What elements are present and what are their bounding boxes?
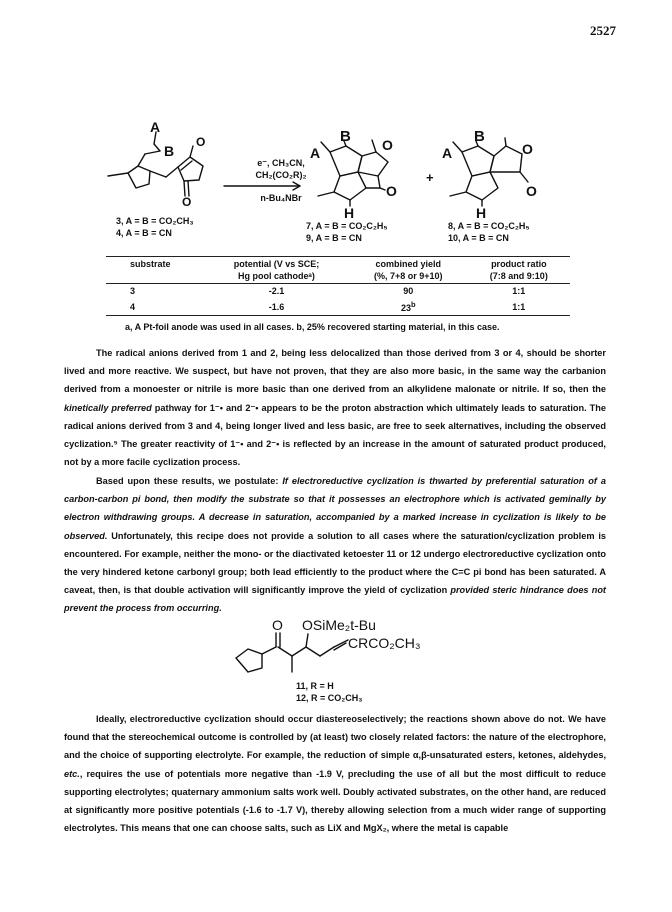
p1-ring-O: O (382, 137, 393, 153)
para2-text-b: Unfortunately, this recipe does not provide a solution to all cases where the saturation/cyclization problem is encountered. For example, neither the mono- or the diactivated ketoester 11 or 12 undergo electroreductive cyclization onto the very hindered ketone carbonyl group; both lead efficiently to the product where the C=C pi bond has been saturated. A caveat, then, is that double activation will significantly improve the yield of cyclization (64, 530, 606, 596)
sm-label-B: B (164, 143, 175, 159)
reagent-line-1: e⁻, CH₃CN, (257, 158, 305, 168)
table-footnote: a, A Pt-foil anode was used in all cases. b, 25% recovered starting material, in this case. (125, 322, 500, 332)
compound-O: O (272, 617, 283, 633)
para1-text-b: pathway for 1⁻• and 2⁻• appears to be the proton abstraction which ultimately leads to saturation. The radical anions derived from 3 and 4, being longer lived and less basic, are free to seek alternatives, including the observed cyclization.⁵ The greater reactivity of 1⁻• and 2⁻• is reflected by an increase in the amount of saturated product produced, not by a more facile cyclization process. (64, 402, 606, 468)
paragraph-3 (64, 710, 606, 837)
compound-ester: CRCO₂CH₃ (348, 635, 421, 651)
col-potential: potential (V vs SCE; Hg pool cathodeᵃ) (204, 257, 349, 284)
compound-label-12: 12, R = CO₂CH₃ (296, 693, 363, 703)
col-ratio: product ratio (7:8 and 9:10) (468, 257, 570, 284)
cell-ratio: 1:1 (512, 286, 526, 296)
cell-ratio: 1:1 (468, 298, 570, 316)
sm-compound-label-3: 3, A = B = CO₂CH₃ (116, 216, 194, 226)
para1-text-a: The radical anions derived from 1 and 2, being less delocalized than those derived from 3 or 4, should be shorter lived and more reactive. We suspect, but have not proven, that they are also more basic, in the same way the carbanion derived from a monoester or nitrile is more basic than one derived from an alkylidene malonate or nitrile. If so, then the (64, 348, 606, 395)
p2-H: H (476, 205, 487, 221)
para2-text-a: Based upon these results, we postulate: (96, 476, 283, 486)
para1-emphasis: kinetically preferred (64, 402, 152, 413)
sm-label-O: O (182, 195, 192, 209)
para2-postulate: If electroreductive cyclization is thwarted by preferential saturation of a carbon-carbon pi bond, then modify the substrate so that it possesses an electrophore which is activated geminally by electron withdrawing groups. A decrease in saturation, accompanied by a marked increase in cyclization is likely to be observed. (64, 476, 606, 541)
cell-substrate: 3 (130, 286, 136, 296)
cell-potential: -1.6 (204, 298, 349, 316)
cell-potential: -2.1 (268, 286, 285, 296)
compound-silyl-ether: OSiMe₂t-Bu (302, 617, 376, 633)
col-substrate: substrate (106, 257, 204, 284)
p2-label-A: A (442, 145, 453, 161)
p1-carbonyl-O: O (386, 183, 397, 199)
p2-label-B: B (474, 128, 485, 145)
p2-compound-label-8: 8, A = B = CO₂C₂H₅ (448, 221, 530, 231)
yield-value: 23 (400, 303, 411, 313)
reagent-line-3: n-Bu₄NBr (260, 193, 302, 203)
col-yield: combined yield (%, 7+8 or 9+10) (349, 257, 468, 284)
p1-compound-label-7: 7, A = B = CO₂C₂H₅ (306, 221, 388, 231)
yield-footnote-mark: b (411, 300, 416, 309)
para3-text-a: Ideally, electroreductive cyclization should occur diastereoselectively; the reactions shown above do not. We have found that the stereochemical outcome is controlled by (at least) two closely related factors: the nature of the electrophore, and the choice of supporting electrolyte. For example, the reduction of simple α,β-unsaturated esters, ketones, aldehydes, (64, 714, 606, 761)
page-number: 2527 (590, 23, 616, 38)
compound-label-11: 11, R = H (296, 681, 334, 691)
p1-label-B: B (340, 128, 351, 145)
p2-compound-label-10: 10, A = B = CN (448, 233, 509, 243)
p2-ring-O: O (522, 141, 533, 157)
sm-label-A: A (150, 119, 161, 135)
reagent-line-2: CH₂(CO₂R)₂ (255, 170, 307, 180)
para3-emphasis: etc. (64, 768, 80, 779)
para3-text-b: , requires the use of potentials more negative than -1.9 V, precluding the use of all but the most difficult to reduce supporting electrolytes; quaternary ammonium salts work well. Doubly activated substrates, on the other hand, are reduced at significantly more positive potentials (-1.6 to -1.7 V), thereby allowing selection from a much wider range of supporting electrolytes. This means that one can choose salts, such as LiX and MgX₂, where the metal is capable (64, 768, 606, 834)
sm-compound-label-4: 4, A = B = CN (116, 228, 172, 238)
p2-carbonyl-O: O (526, 183, 537, 199)
sm-ring-O: O (196, 135, 206, 149)
yield-value: 90 (403, 286, 414, 296)
plus-sign: + (426, 170, 434, 185)
cell-substrate: 4 (106, 298, 204, 316)
para2-caveat: provided steric hindrance does not prevent the process from occurring. (64, 585, 606, 614)
p1-H: H (344, 205, 355, 221)
p1-label-A: A (310, 145, 321, 161)
p1-compound-label-9: 9, A = B = CN (306, 233, 362, 243)
